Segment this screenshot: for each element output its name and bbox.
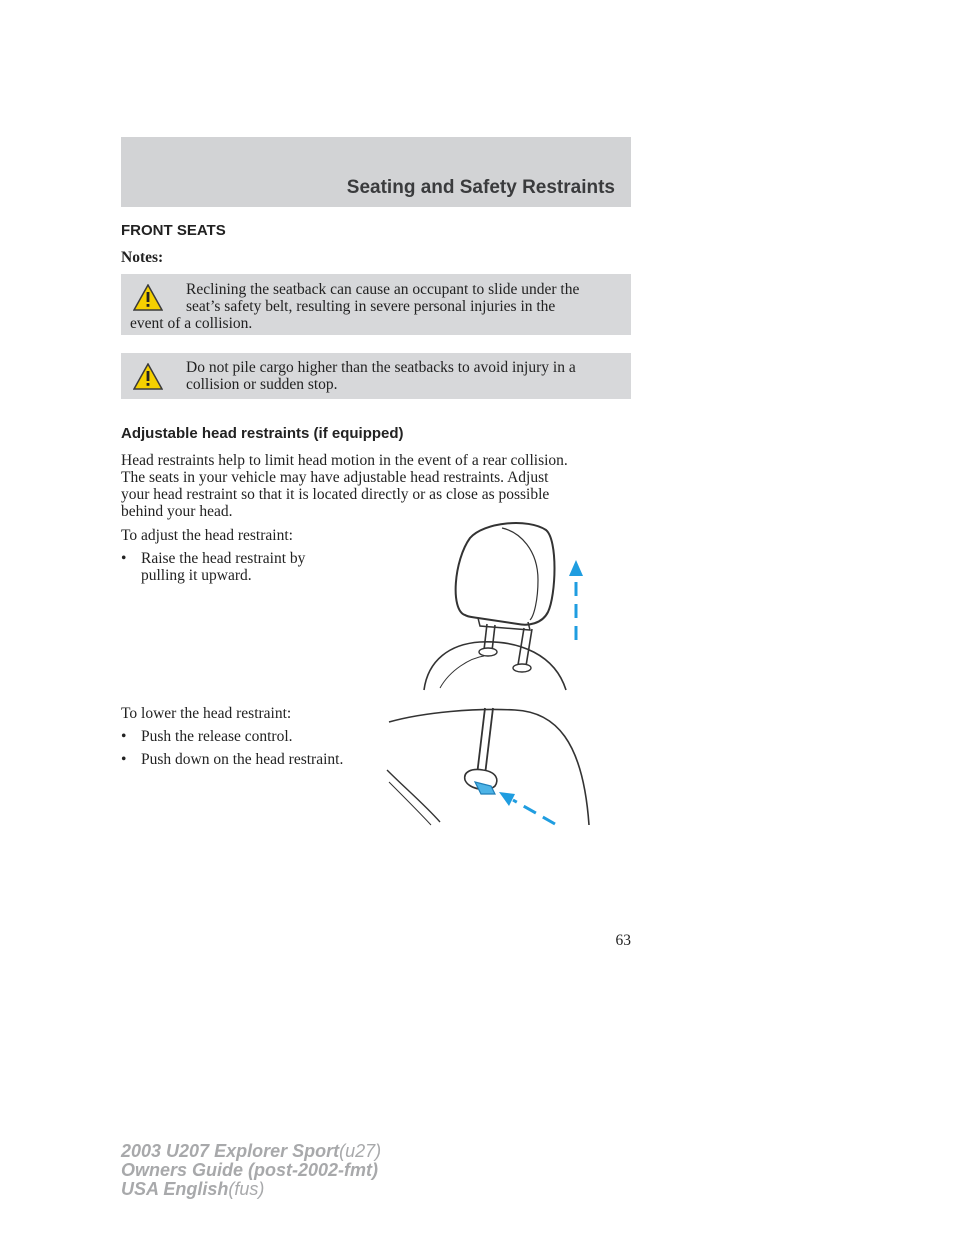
paragraph-line: Head restraints help to limit head motion in the event of a rear collision.: [121, 452, 568, 469]
footer-text: 2003 U207 Explorer Sport: [121, 1141, 340, 1161]
footer-text: Owners Guide (post-2002-fmt): [121, 1160, 379, 1180]
warning-text-line: Reclining the seatback can cause an occupant to slide under the: [186, 281, 580, 298]
footer-line: [121, 1142, 381, 1161]
warning-triangle-icon: [133, 363, 163, 390]
bullet-text: Push the release control.: [141, 728, 293, 745]
front-seats-heading: FRONT SEATS: [121, 222, 226, 239]
list-item: [121, 727, 381, 746]
bullet-text: pulling it upward.: [141, 567, 252, 584]
footer-line: [121, 1180, 381, 1199]
bullet-point: •: [121, 550, 127, 567]
bullet-point: •: [121, 728, 127, 745]
warning-triangle-icon: [133, 284, 163, 311]
footer-line: [121, 1161, 381, 1180]
page-number: 63: [615, 932, 631, 949]
section-header-band: [121, 137, 631, 207]
warning-text-line: event of a collision.: [130, 315, 253, 332]
warning-text-line: Do not pile cargo higher than the seatbacks to avoid injury in a: [186, 359, 576, 376]
head-restraint-raise-illustration: [420, 520, 590, 695]
list-item: [121, 549, 341, 589]
paragraph-line: your head restraint so that it is located directly or as close as possible: [121, 486, 550, 503]
head-restraints-heading: Adjustable head restraints (if equipped): [121, 425, 404, 442]
warning-text-line: seat’s safety belt, resulting in severe personal injuries in the: [186, 298, 556, 315]
document-footer: [121, 1142, 381, 1199]
footer-text: USA English: [121, 1179, 229, 1199]
notes-label: Notes:: [121, 249, 164, 266]
bullet-text: Raise the head restraint by: [141, 550, 306, 567]
warning-text-line: collision or sudden stop.: [186, 376, 338, 393]
paragraph-line: The seats in your vehicle may have adjustable head restraints. Adjust: [121, 469, 549, 486]
release-control-illustration: [385, 700, 595, 830]
adjust-intro: To adjust the head restraint:: [121, 527, 293, 544]
section-title: Seating and Safety Restraints: [346, 177, 615, 198]
footer-code: (u27): [339, 1141, 382, 1161]
bullet-point: •: [121, 751, 127, 768]
lower-intro: To lower the head restraint:: [121, 705, 292, 722]
paragraph-line: behind your head.: [121, 503, 233, 520]
warning-box-recline: [121, 274, 631, 335]
bullet-text: Push down on the head restraint.: [141, 751, 344, 768]
footer-code: (fus): [228, 1179, 265, 1199]
list-item: [121, 750, 381, 769]
warning-box-cargo: [121, 353, 631, 399]
